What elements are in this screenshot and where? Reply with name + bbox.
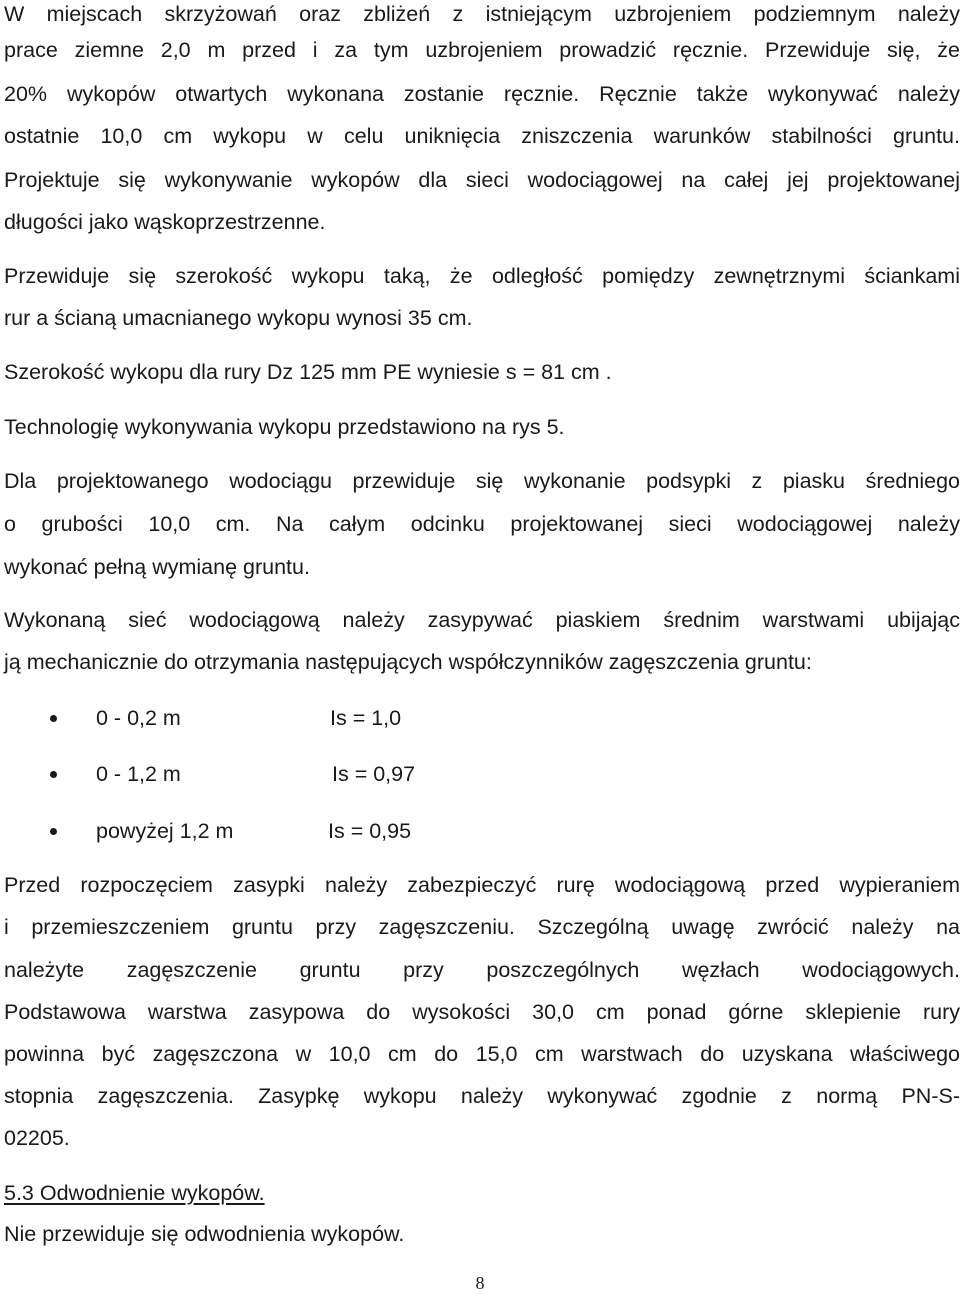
bullet-icon xyxy=(50,715,57,722)
text-line: o grubości 10,0 cm. Na całym odcinku projektowanej sieci wodociągowej należy xyxy=(4,512,960,536)
bullet-icon xyxy=(50,771,57,778)
page-number: 8 xyxy=(475,1273,485,1293)
depth-range: 0 - 0,2 m xyxy=(96,706,181,730)
text-line: 20% wykopów otwartych wykonana zostanie ręcznie. Ręcznie także wykonywać należy xyxy=(4,82,960,106)
section-text: Nie przewiduje się odwodnienia wykopów. xyxy=(4,1222,405,1246)
text-line: 02205. xyxy=(4,1126,70,1150)
text-line: i przemieszczeniem gruntu przy zagęszczeniu. Szczególną uwagę zwrócić należy na xyxy=(4,915,960,939)
text-line: ją mechanicznie do otrzymania następujących współczynników zagęszczenia gruntu: xyxy=(4,650,812,674)
compaction-value: Is = 1,0 xyxy=(330,706,402,730)
text-line: wykonać pełną wymianę gruntu. xyxy=(4,555,310,579)
list-item xyxy=(0,759,960,789)
text-line: stopnia zagęszczenia. Zasypkę wykopu należy wykonywać zgodnie z normą PN-S- xyxy=(4,1084,960,1108)
depth-range: powyżej 1,2 m xyxy=(96,819,234,843)
bullet-icon xyxy=(50,828,57,835)
text-line: Przed rozpoczęciem zasypki należy zabezpieczyć rurę wodociągową przed wypieraniem xyxy=(4,873,960,897)
text-line: Technologię wykonywania wykopu przedstawiono na rys 5. xyxy=(4,415,565,439)
text-line: prace ziemne 2,0 m przed i za tym uzbrojeniem prowadzić ręcznie. Przewiduje się, że xyxy=(4,38,960,62)
text-line: Podstawowa warstwa zasypowa do wysokości 30,0 cm ponad górne sklepienie rury xyxy=(4,1000,960,1024)
text-line: Szerokość wykopu dla rury Dz 125 mm PE wyniesie s = 81 cm . xyxy=(4,360,612,384)
text-line: Przewiduje się szerokość wykopu taką, że odległość pomiędzy zewnętrznymi ściankami xyxy=(4,264,960,288)
text-line: Projektuje się wykonywanie wykopów dla sieci wodociągowej na całej jej projektowanej xyxy=(4,168,960,192)
text-line: rur a ścianą umacnianego wykopu wynosi 35 cm. xyxy=(4,306,473,330)
compaction-value: Is = 0,97 xyxy=(332,762,416,786)
text-line: W miejscach skrzyżowań oraz zbliżeń z istniejącym uzbrojeniem podziemnym należy xyxy=(4,2,960,26)
list-item xyxy=(0,703,960,733)
section-heading: 5.3 Odwodnienie wykopów. xyxy=(4,1181,265,1205)
text-line: Wykonaną sieć wodociągową należy zasypywać piaskiem średnim warstwami ubijając xyxy=(4,608,960,632)
text-line: powinna być zagęszczona w 10,0 cm do 15,0 cm warstwach do uzyskana właściwego xyxy=(4,1042,960,1066)
depth-range: 0 - 1,2 m xyxy=(96,762,181,786)
text-line: należyte zagęszczenie gruntu przy poszczególnych węzłach wodociągowych. xyxy=(4,958,960,982)
text-line: Dla projektowanego wodociągu przewiduje się wykonanie podsypki z piasku średniego xyxy=(4,469,960,493)
text-line: długości jako wąskoprzestrzenne. xyxy=(4,210,326,234)
list-item xyxy=(0,816,960,846)
text-line: ostatnie 10,0 cm wykopu w celu uniknięcia zniszczenia warunków stabilności gruntu. xyxy=(4,124,960,148)
compaction-value: Is = 0,95 xyxy=(328,819,412,843)
